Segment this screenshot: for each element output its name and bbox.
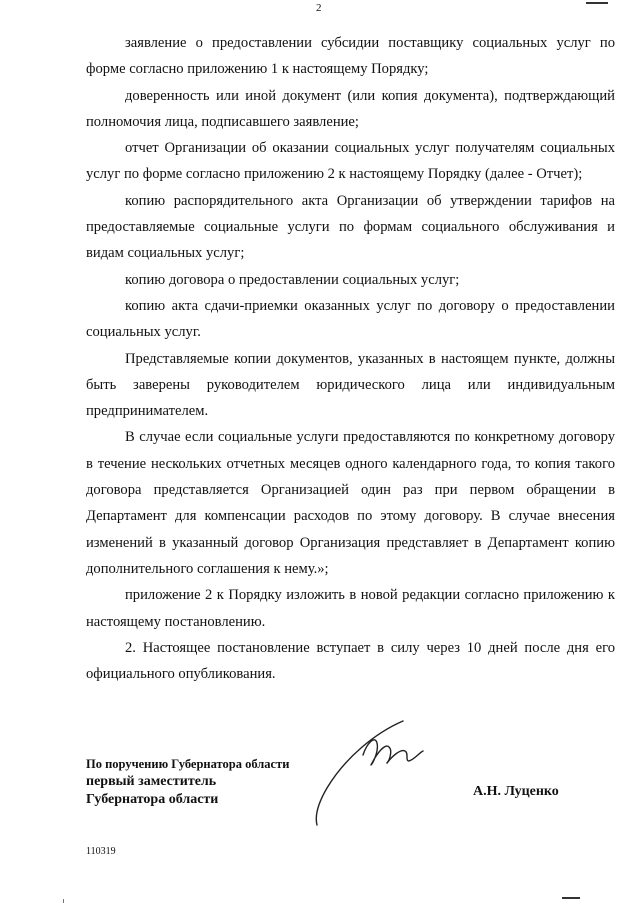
page-number: 2 <box>316 2 322 14</box>
document-body <box>86 30 615 687</box>
paragraph-acceptance-act: копию акта сдачи-приемки оказанных услуг по договору о предоставлении социальных услуг. <box>86 297 615 341</box>
signatory-line-3: Губернатора области <box>86 792 219 807</box>
signatory-position <box>86 755 289 809</box>
paragraph-report: отчет Организации об оказании социальных услуг получателям социальных услуг по форме согласно приложению 2 к настоящему Порядку (далее - Отчет); <box>86 140 615 183</box>
paragraph-entry-into-force: 2. Настоящее постановление вступает в силу через 10 дней после дня его официального опубликования. <box>86 639 615 683</box>
paragraph-tariff-act: копию распорядительного акта Организации об утверждении тарифов на предоставляемые социальные услуги по формам социального обслуживания и видам социальных услуг; <box>86 192 615 262</box>
signatory-line-2: первый заместитель <box>86 774 217 789</box>
signatory-line-1: По поручению Губернатора области <box>86 757 290 771</box>
paragraph-multi-month-contract: В случае если социальные услуги предоставляются по конкретному договору в течение нескольких отчетных месяцев одного календарного года, то копия такого договора представляется Организацией один раз при первом обращении в Департамент для компенсации расходов по этому договору. В случае внесения изменений в указанный договор Организация представляет в Департамент копию дополнительного соглашения к нему.»; <box>86 429 615 577</box>
paragraph-application: заявление о предоставлении субсидии поставщику социальных услуг по форме согласно приложению 1 к настоящему Порядку; <box>86 35 615 78</box>
paragraph-contract-copy: копию договора о предоставлении социальных услуг; <box>125 271 460 288</box>
paragraph-certification: Представляемые копии документов, указанных в настоящем пункте, должны быть заверены руководителем юридического лица или индивидуальным предпринимателем. <box>86 350 615 420</box>
paragraph-appendix-2: приложение 2 к Порядку изложить в новой редакции согласно приложению к настоящему постановлению. <box>86 587 615 630</box>
document-code: 110319 <box>86 846 116 857</box>
scan-mark-bottom-right <box>562 897 580 899</box>
scan-mark-bottom-left <box>63 899 64 903</box>
handwritten-signature <box>305 713 455 833</box>
signatory-name: А.Н. Луценко <box>473 784 559 799</box>
paragraph-power-of-attorney: доверенность или иной документ (или копия документа), подтверждающий полномочия лица, подписавшего заявление; <box>86 87 615 130</box>
scan-mark-top-right <box>586 2 608 4</box>
